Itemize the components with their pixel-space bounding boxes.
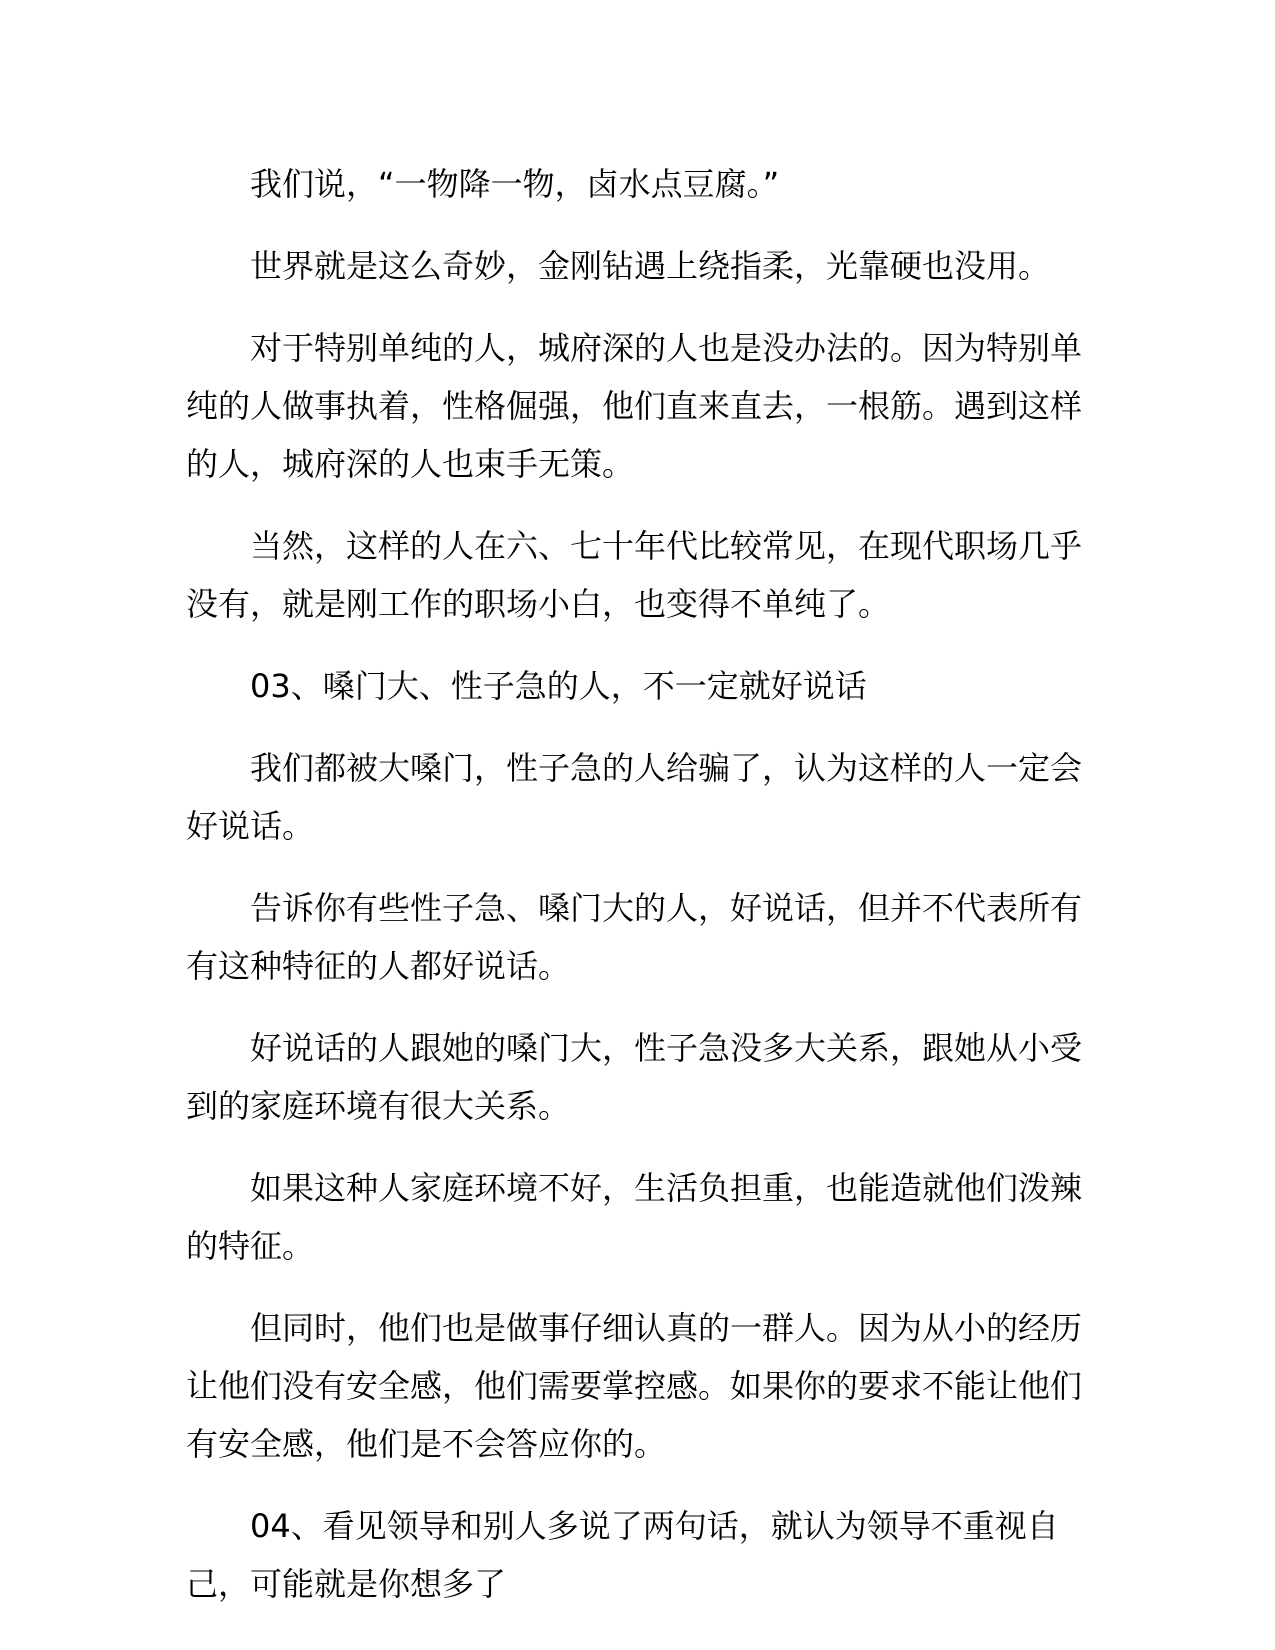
section-heading-04: 04、看见领导和别人多说了两句话，就认为领导不重视自己，可能就是你想多了 [186, 1507, 1059, 1603]
paragraph-9: 如果这种人家庭环境不好，生活负担重，也能造就他们泼辣的特征。 [186, 1169, 1083, 1265]
paragraph-2: 世界就是这么奇妙，金刚钻遇上绕指柔，光靠硬也没用。 [250, 247, 1051, 285]
paragraph-3: 对于特别单纯的人，城府深的人也是没办法的。因为特别单纯的人做事执着，性格倔强，他们直来直去，一根筋。遇到这样的人，城府深的人也束手无策。 [186, 329, 1083, 483]
paragraph-1: 我们说，“一物降一物，卤水点豆腐。” [250, 165, 780, 203]
paragraph-7: 告诉你有些性子急、嗓门大的人，好说话，但并不代表所有有这种特征的人都好说话。 [186, 889, 1083, 985]
paragraph-6: 我们都被大嗓门，性子急的人给骗了，认为这样的人一定会好说话。 [186, 749, 1083, 845]
paragraph-10: 但同时，他们也是做事仔细认真的一群人。因为从小的经历让他们没有安全感，他们需要掌控感。如果你的要求不能让他们有安全感，他们是不会答应你的。 [186, 1309, 1083, 1463]
section-heading-03: 03、嗓门大、性子急的人，不一定就好说话 [250, 667, 867, 705]
document-body [186, 155, 1086, 1637]
paragraph-4: 当然，这样的人在六、七十年代比较常见，在现代职场几乎没有，就是刚工作的职场小白，也变得不单纯了。 [186, 527, 1083, 623]
paragraph-8: 好说话的人跟她的嗓门大，性子急没多大关系，跟她从小受到的家庭环境有很大关系。 [186, 1029, 1083, 1125]
